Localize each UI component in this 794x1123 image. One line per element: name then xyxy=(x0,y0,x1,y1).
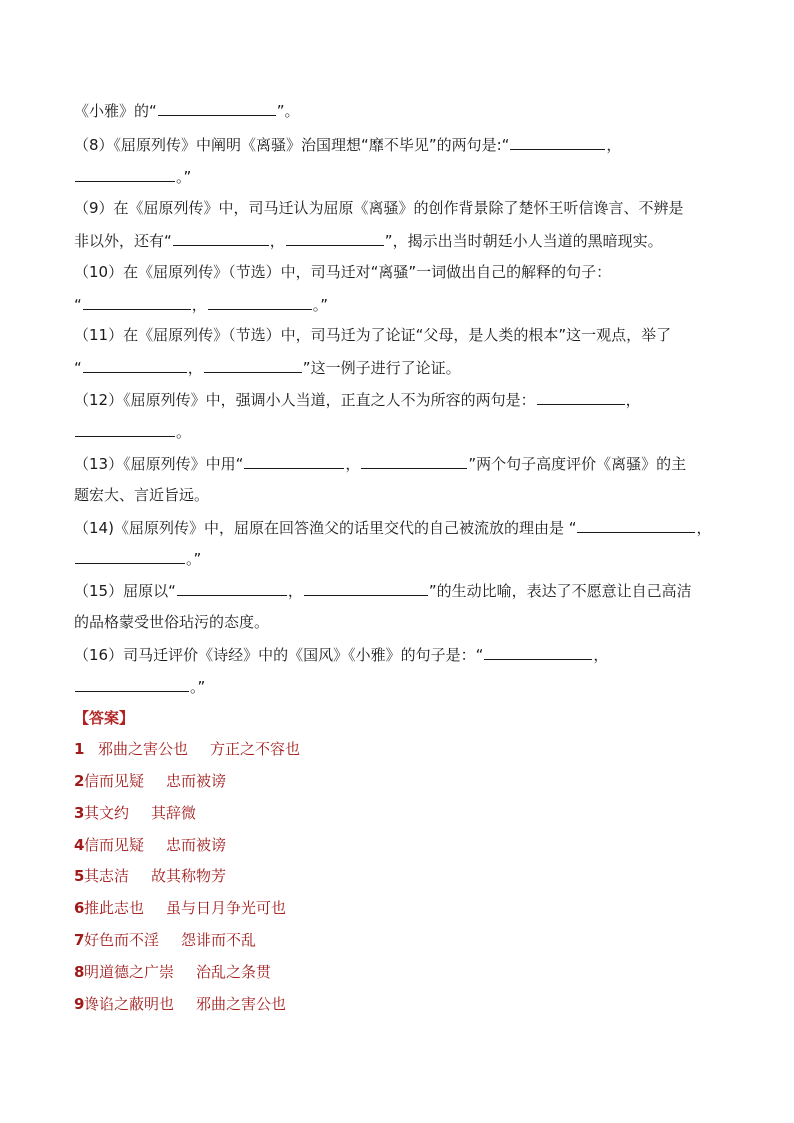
q16-line-2 xyxy=(74,676,724,697)
q14-end: 。” xyxy=(186,550,202,568)
answer-blank xyxy=(75,548,185,564)
answer-blank xyxy=(177,580,287,596)
answer-blank xyxy=(158,100,276,116)
q14-comma: ， xyxy=(696,519,712,537)
answer-blank xyxy=(361,453,467,469)
answer-part-a: 明道德之广崇 xyxy=(84,963,175,981)
answer-blank xyxy=(75,166,175,182)
q10-open-quote: “ xyxy=(74,296,82,314)
q11-comma: ， xyxy=(187,359,203,377)
q8-line-2 xyxy=(74,166,724,187)
answer-part-b: 故其称物芳 xyxy=(151,867,227,885)
q10-end: 。” xyxy=(312,296,329,314)
q16-end: 。” xyxy=(190,678,206,696)
q9-text-2: 非以外，还有“ xyxy=(74,232,172,250)
q12-line-1 xyxy=(74,389,724,410)
q8-end: 。” xyxy=(176,168,192,186)
q10-line-1 xyxy=(74,262,724,282)
answer-part-b: 忠而被谤 xyxy=(166,836,227,854)
answer-part-a: 其文约 xyxy=(84,804,130,822)
q13-text: （13）《屈原列传》中用“ xyxy=(74,455,244,473)
q13-line-1 xyxy=(74,453,724,474)
q16-text: （16）司马迁评价《诗经》中的《国风》《小雅》的句子是：“ xyxy=(74,646,484,664)
answer-blank xyxy=(75,421,175,437)
q11-line-2 xyxy=(74,357,724,378)
q11-text: （11）在《屈原列传》（节选）中，司马迁为了论证“父母，是人类的根本”这一观点，举了 xyxy=(74,326,672,344)
q11-open-quote: “ xyxy=(74,359,82,377)
answer-header: 【答案】 xyxy=(74,709,135,727)
answer-part-a: 推此志也 xyxy=(84,899,145,917)
q15-text: （15）屈原以“ xyxy=(74,582,176,600)
q13-line-2 xyxy=(74,485,724,505)
q9-comma: ， xyxy=(269,232,285,250)
q15-line-1 xyxy=(74,580,724,601)
answer-part-a: 谗谄之蔽明也 xyxy=(84,995,175,1013)
q12-comma: ， xyxy=(625,391,641,409)
answer-blank xyxy=(75,676,189,692)
answer-part-b: 怨诽而不乱 xyxy=(181,931,257,949)
q8-text: （8）《屈原列传》中阐明《离骚》治国理想“靡不毕见”的两句是:“ xyxy=(74,136,510,154)
answer-blank xyxy=(286,230,384,246)
q12-text: （12）《屈原列传》中，强调小人当道，正直之人不为所容的两句是： xyxy=(74,391,536,409)
q10-text: （10）在《屈原列传》（节选）中，司马迁对“离骚”一词做出自己的解释的句子： xyxy=(74,263,612,281)
answer-part-a: 信而见疑 xyxy=(84,836,145,854)
q16-line-1 xyxy=(74,644,724,665)
q16-comma: ， xyxy=(593,646,609,664)
answer-part-b: 方正之不容也 xyxy=(210,740,301,758)
answer-blank xyxy=(173,230,269,246)
q9-line-1 xyxy=(74,198,724,218)
answer-row xyxy=(74,771,724,791)
q13-text-2: ”两个句子高度评价《离骚》的主 xyxy=(468,455,687,473)
q8-line-1 xyxy=(74,134,724,155)
q13-text-3: 题宏大、言近旨远。 xyxy=(74,486,210,504)
answer-number: 6 xyxy=(74,899,85,917)
answer-number: 9 xyxy=(74,995,85,1013)
answer-blank xyxy=(304,580,428,596)
answer-part-a: 邪曲之害公也 xyxy=(98,740,189,758)
answer-number: 3 xyxy=(74,804,85,822)
q11-line-1 xyxy=(74,325,724,345)
q9-line-2 xyxy=(74,230,724,251)
q10-line-2 xyxy=(74,294,724,315)
q11-text-2: ”这一例子进行了论证。 xyxy=(302,359,461,377)
answer-part-b: 邪曲之害公也 xyxy=(196,995,287,1013)
q9-text-3: ”，揭示出当时朝廷小人当道的黑暗现实。 xyxy=(384,232,663,250)
q10-comma: ， xyxy=(191,296,207,314)
answer-number: 2 xyxy=(74,772,85,790)
q15-text-2: ”的生动比喻，表达了不愿意让自己高洁 xyxy=(428,582,692,600)
answer-blank xyxy=(83,357,187,373)
answer-part-b: 治乱之条贯 xyxy=(196,963,272,981)
answer-part-b: 忠而被谤 xyxy=(166,772,227,790)
answer-row xyxy=(74,930,724,950)
q9-text: （9）在《屈原列传》中，司马迁认为屈原《离骚》的创作背景除了楚怀王听信谗言、不辨是 xyxy=(74,199,684,217)
q14-line-1 xyxy=(74,517,724,538)
q8-comma: ， xyxy=(606,136,622,154)
answer-row xyxy=(74,962,724,982)
answer-row xyxy=(74,739,724,759)
answer-blank xyxy=(577,517,695,533)
answer-part-a: 好色而不淫 xyxy=(84,931,160,949)
answer-blank xyxy=(204,357,302,373)
answer-row xyxy=(74,994,724,1014)
answer-blank xyxy=(244,453,344,469)
q7-text-end: ”。 xyxy=(276,102,300,120)
answer-number: 8 xyxy=(74,963,85,981)
answer-row xyxy=(74,898,724,918)
q7-tail-line xyxy=(74,100,724,121)
q7-text: 《小雅》的“ xyxy=(74,102,157,120)
answer-part-a: 信而见疑 xyxy=(84,772,145,790)
answer-row xyxy=(74,835,724,855)
q15-text-3: 的品格蒙受世俗玷污的态度。 xyxy=(74,613,270,631)
answer-blank xyxy=(83,294,191,310)
answer-blank xyxy=(537,389,625,405)
answer-number: 5 xyxy=(74,867,85,885)
q15-line-2 xyxy=(74,612,724,632)
q13-comma: ， xyxy=(345,455,361,473)
answer-blank xyxy=(510,134,605,150)
answer-row xyxy=(74,866,724,886)
answer-row xyxy=(74,803,724,823)
q12-end: 。 xyxy=(176,423,192,441)
answer-number: 1 xyxy=(74,740,85,758)
q12-line-2 xyxy=(74,421,724,442)
q15-comma: ， xyxy=(287,582,303,600)
q14-text: （14)《屈原列传》中，屈原在回答渔父的话里交代的自己被流放的理由是 “ xyxy=(74,519,577,537)
answer-blank xyxy=(484,644,592,660)
answer-blank xyxy=(208,294,312,310)
q14-line-2 xyxy=(74,548,724,569)
answer-part-b: 其辞微 xyxy=(151,804,197,822)
answer-part-b: 虽与日月争光可也 xyxy=(166,899,287,917)
answer-number: 7 xyxy=(74,931,85,949)
answer-part-a: 其志洁 xyxy=(84,867,130,885)
answer-number: 4 xyxy=(74,836,85,854)
